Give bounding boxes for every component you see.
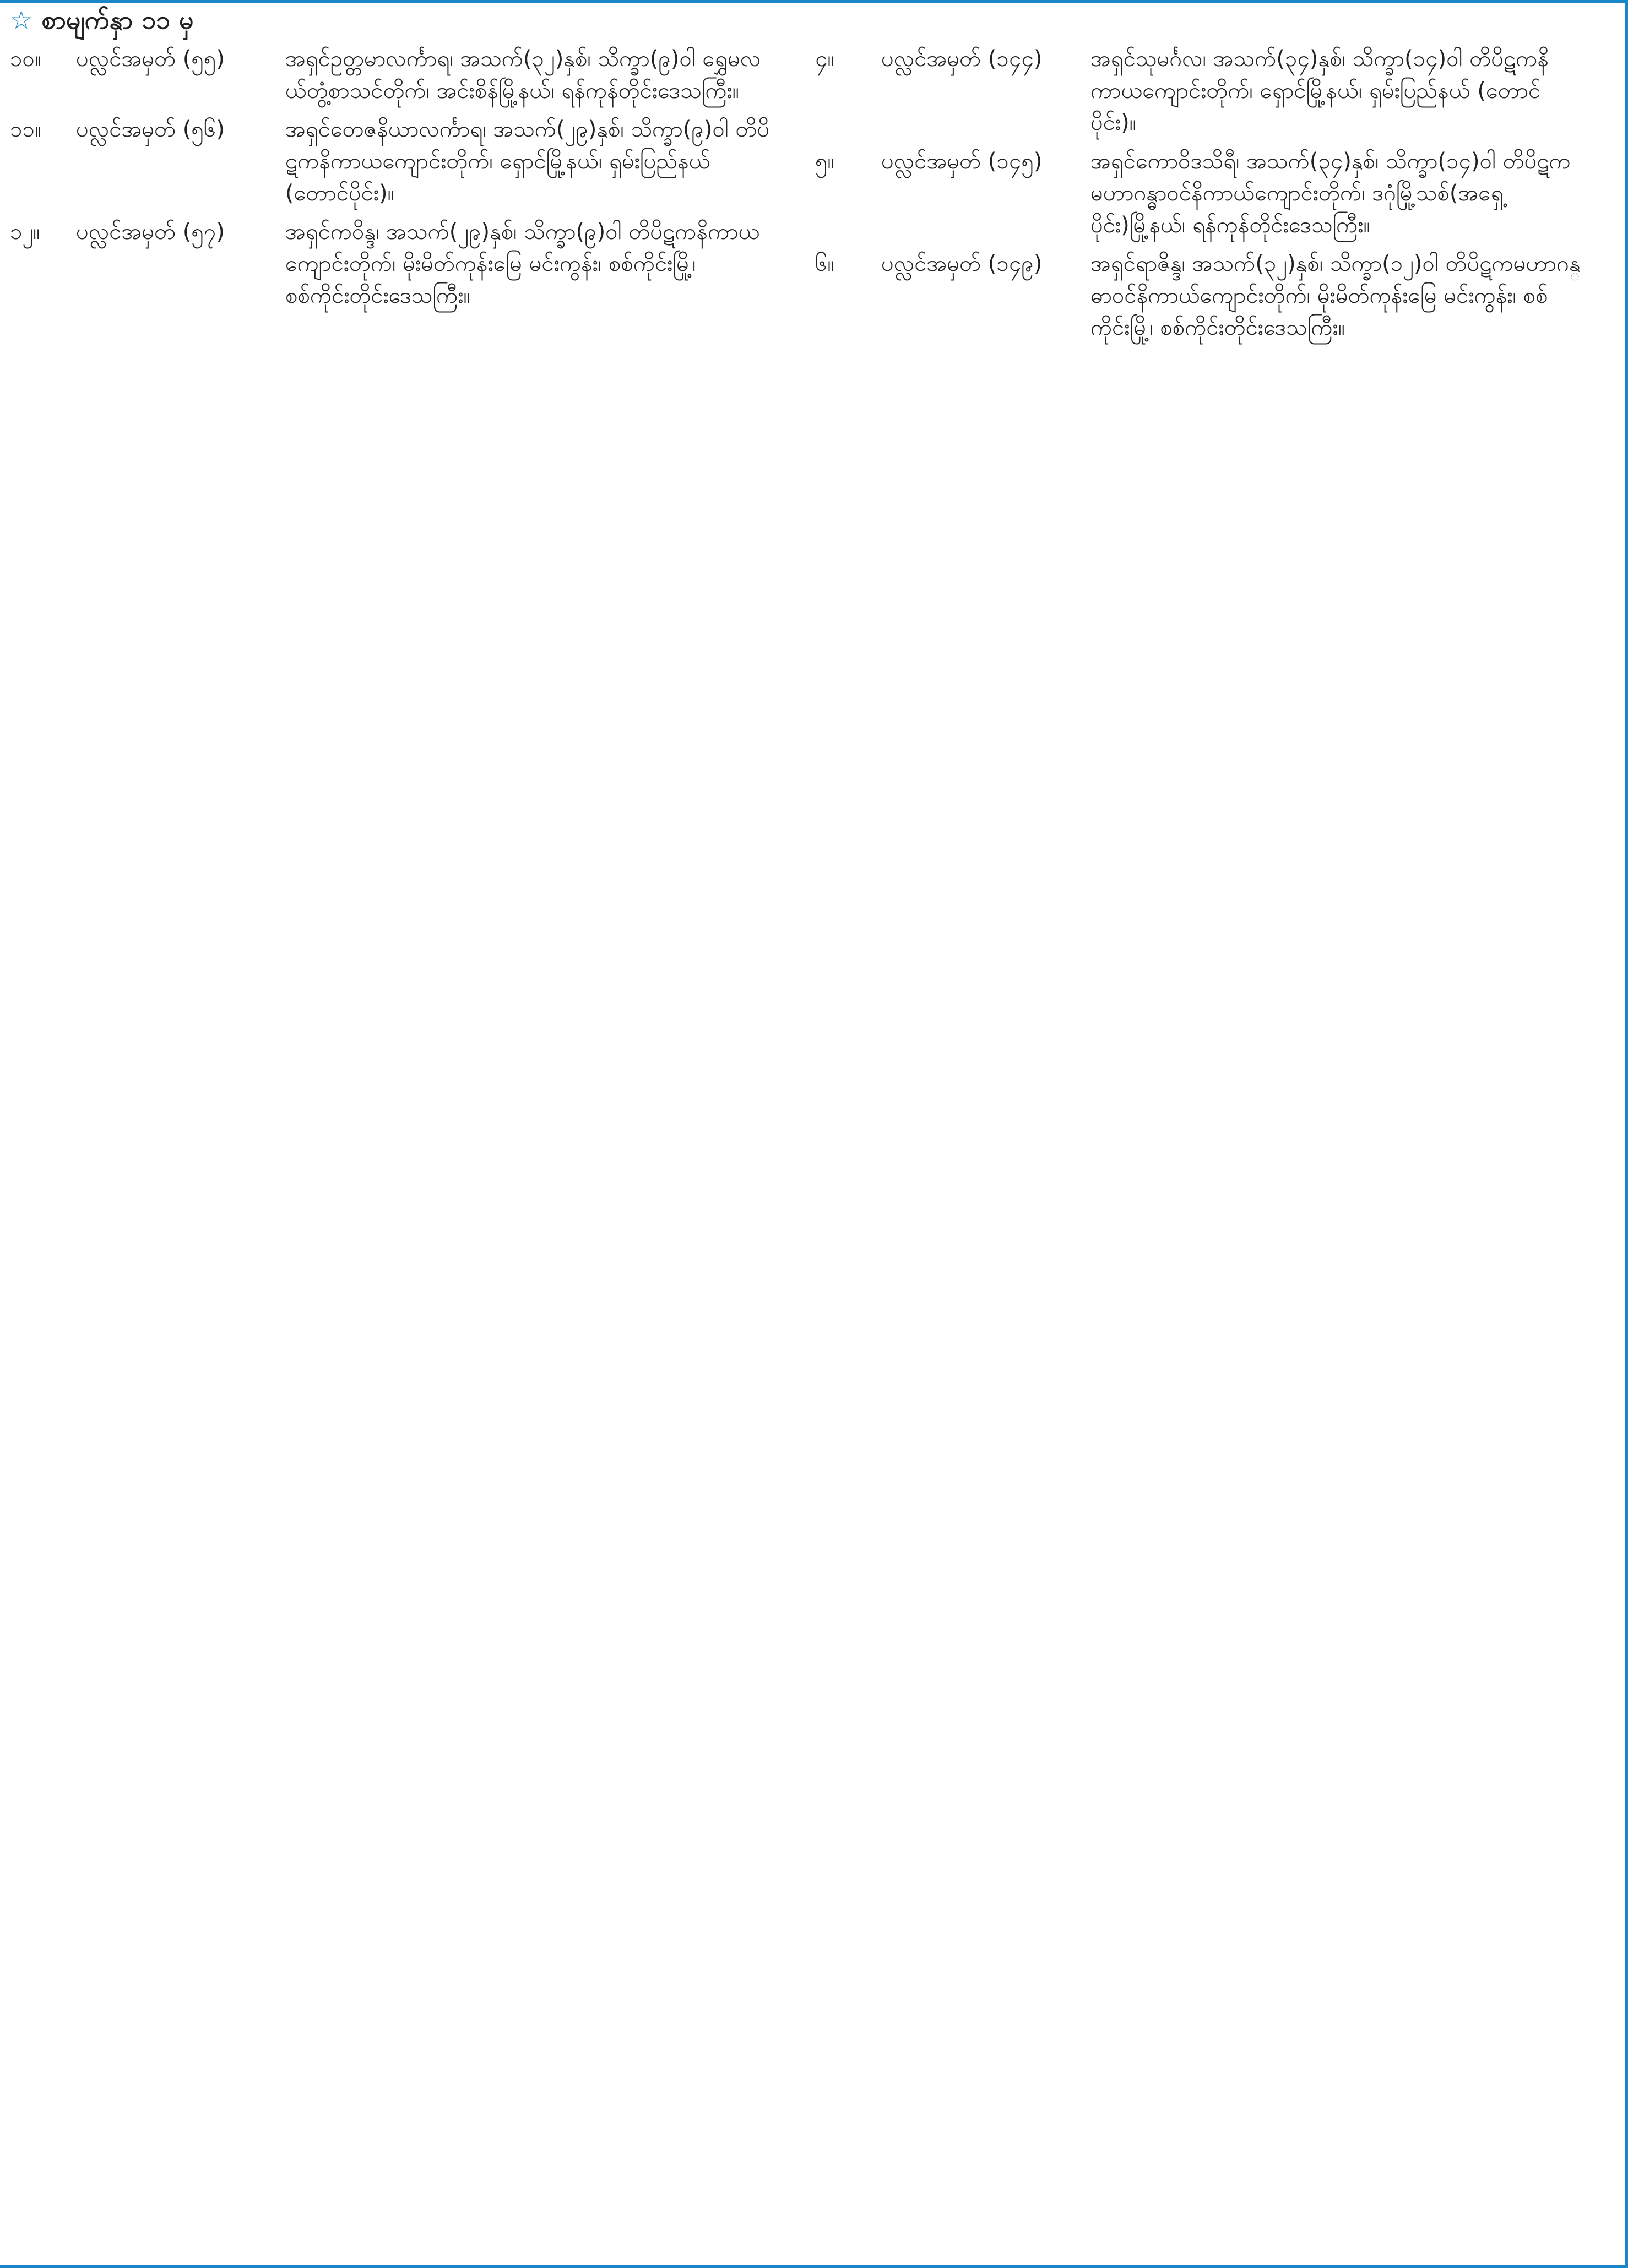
item-number: ၁၀။ bbox=[10, 46, 42, 72]
page-header bbox=[10, 4, 193, 41]
header-title: စာမျက်နှာ ၁၁ မှ bbox=[41, 5, 194, 35]
list-item bbox=[815, 43, 1581, 139]
left-column bbox=[10, 43, 775, 318]
item-desc: အရှင်ကဝိန္ဒ၊ အသက်(၂၉)နှစ်၊ သိက္ခာ(၉)ဝါ တိပိဋကနိကာယကျောင်းတိုက်၊ မိုးမိတ်ကုန်းမြေ မင်းကွန်း၊ စစ်ကိုင်းမြို့၊ စစ်ကိုင်းတိုင်းဒေသကြီး။ bbox=[285, 219, 760, 308]
right-column bbox=[815, 43, 1581, 350]
item-desc: အရှင်သုမင်္ဂလ၊ အသက်(၃၄)နှစ်၊ သိက္ခာ(၁၄)ဝါ တိပိဋကနိကာယကျောင်းတိုက်၊ ရှောင်မြို့နယ်၊ ရှမ်းပြည်နယ် (တောင်ပိုင်း)။ bbox=[1090, 46, 1549, 135]
list-item bbox=[10, 216, 775, 312]
item-number: ၁၂။ bbox=[10, 219, 40, 244]
item-desc: အရှင်ရာဇိန္ဒ၊ အသက်(၃၂)နှစ်၊ သိက္ခာ(၁၂)ဝါ တိပိဋကမဟာဂန္ဓာဝင်နိကာယ်ကျောင်းတိုက်၊ မိုးမိတ်ကုန်းမြေ မင်းကွန်း၊ စစ်ကိုင်းမြို့၊ စစ်ကိုင်းတိုင်းဒေသကြီး။ bbox=[1090, 251, 1581, 340]
item-pass: ပလ္လင်အမှတ် (၁၄၄) bbox=[881, 46, 1043, 72]
item-pass: ပလ္လင်အမှတ် (၅၇) bbox=[76, 219, 225, 244]
item-desc: အရှင်ကောဝိဒသိရီ၊ အသက်(၃၄)နှစ်၊ သိက္ခာ(၁၄)ဝါ တိပိဋကမဟာဂန္ဓာဝင်နိကာယ်ကျောင်းတိုက်၊ ဒဂုံမြို့သစ်(အရှေ့ပိုင်း)မြို့နယ်၊ ရန်ကုန်တိုင်းဒေသကြီး။ bbox=[1090, 149, 1571, 238]
star-icon: ☆ bbox=[10, 5, 33, 35]
item-desc: အရှင်ဥတ္တမာလင်္ကာရ၊ အသက်(၃၂)နှစ်၊ သိက္ခာ(၉)ဝါ ရွှေမလယ်တွံ့စာသင်တိုက်၊ အင်းစိန်မြို့နယ်၊ ရန်ကုန်တိုင်းဒေသကြီး။ bbox=[285, 46, 761, 104]
list-item bbox=[10, 43, 775, 107]
item-pass: ပလ္လင်အမှတ် (၁၄၅) bbox=[881, 149, 1043, 174]
item-number: ၆။ bbox=[815, 251, 834, 276]
item-number: ၁၁။ bbox=[10, 117, 42, 142]
list-item bbox=[815, 145, 1581, 241]
item-pass: ပလ္လင်အမှတ် (၅၆) bbox=[76, 117, 225, 142]
list-item bbox=[10, 113, 775, 209]
item-desc: အရှင်တေဇနိယာလင်္ကာရ၊ အသက်(၂၉)နှစ်၊ သိက္ခာ(၉)ဝါ တိပိဋကနိကာယကျောင်းတိုက်၊ ရှောင်မြို့နယ်၊ ရှမ်းပြည်နယ် (တောင်ပိုင်း)။ bbox=[285, 117, 770, 206]
list-item bbox=[815, 248, 1581, 344]
item-number: ၅။ bbox=[815, 149, 834, 174]
item-pass: ပလ္လင်အမှတ် (၁၄၉) bbox=[881, 251, 1043, 276]
item-pass: ပလ္လင်အမှတ် (၅၅) bbox=[76, 46, 225, 72]
item-number: ၄။ bbox=[815, 46, 834, 72]
